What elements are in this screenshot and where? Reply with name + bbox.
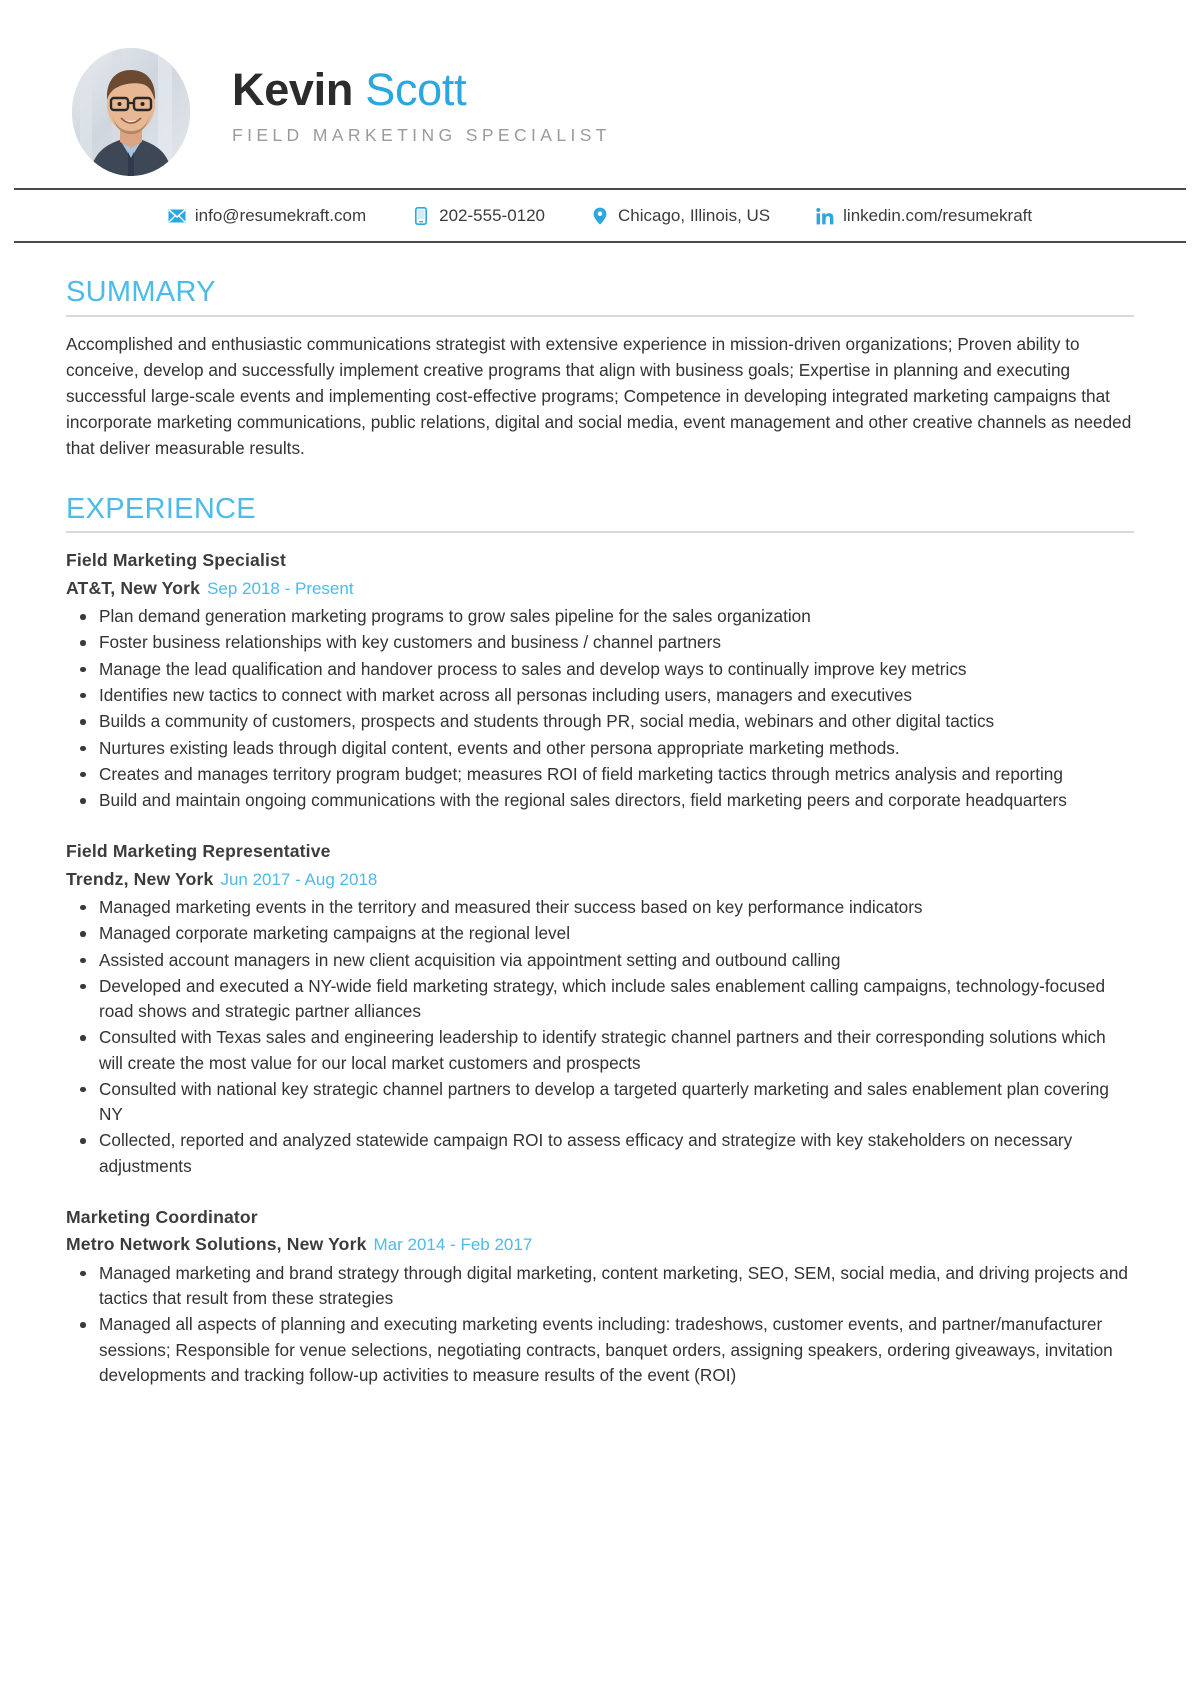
job-company: Metro Network Solutions, New York <box>66 1234 367 1255</box>
experience-job <box>66 838 1134 1179</box>
contact-phone-value: 202-555-0120 <box>439 206 546 225</box>
summary-section-rule <box>66 315 1134 317</box>
job-bullet: Consulted with national key strategic channel partners to develop a targeted quarterly marketing and sales enablement plan covering NY <box>66 1077 1134 1128</box>
job-bullet: Nurtures existing leads through digital content, events and other persona appropriate marketing methods. <box>66 736 1134 761</box>
job-bullet-list <box>66 1261 1134 1388</box>
linkedin-icon <box>816 207 834 225</box>
job-bullet: Managed all aspects of planning and executing marketing events including: tradeshows, customer events, and partner/manufacturer sessions; Responsible for venue selections, negotiating contracts, banquet orders, assigning speakers, ordering giveaways, invitation developments and tracking follow-up activities to measure results of the event (ROI) <box>66 1312 1134 1388</box>
job-spacer <box>66 814 1134 838</box>
job-bullet: Assisted account managers in new client acquisition via appointment setting and outbound calling <box>66 948 1134 973</box>
experience-section-title: EXPERIENCE <box>66 492 256 525</box>
contact-item-linkedin[interactable] <box>816 206 1032 226</box>
experience-job <box>66 1204 1134 1388</box>
contact-email-value: info@resumekraft.com <box>194 206 367 225</box>
job-spacer <box>66 1180 1134 1204</box>
first-name: Kevin <box>232 64 354 116</box>
job-bullet: Builds a community of customers, prospects and students through PR, social media, webinars and other digital tactics <box>66 709 1134 734</box>
resume-content <box>0 243 1200 1430</box>
contact-location-value: Chicago, Illinois, US <box>618 206 771 225</box>
job-meta <box>66 575 1134 602</box>
job-role: Marketing Coordinator <box>66 1207 258 1228</box>
summary-body-text: Accomplished and enthusiastic communications strategist with extensive experience in mission-driven organizations; Proven ability to conceive, develop and successfully implement creative programs that align with business goals; Expertise in planning and executing successful large-scale events and implementing cost-effective programs; Competence in developing integrated marketing campaigns that incorporate marketing communications, public relations, digital and social media, event management and other creative channels as needed that deliver measurable results. <box>66 333 1132 459</box>
job-dates: Jun 2017 - Aug 2018 <box>220 869 378 889</box>
job-bullet: Creates and manages territory program budget; measures ROI of field marketing tactics through metrics analysis and reporting <box>66 762 1134 787</box>
job-bullet: Identifies new tactics to connect with market across all personas including users, managers and executives <box>66 683 1134 708</box>
job-dates: Mar 2014 - Feb 2017 <box>373 1235 533 1255</box>
job-bullet: Collected, reported and analyzed statewide campaign ROI to assess efficacy and strategize with key stakeholders on necessary adjustments <box>66 1128 1134 1179</box>
job-dates: Sep 2018 - Present <box>207 578 354 598</box>
email-icon <box>168 207 186 225</box>
job-bullet: Plan demand generation marketing programs to grow sales pipeline for the sales organization <box>66 604 1134 629</box>
job-bullet: Managed corporate marketing campaigns at the regional level <box>66 921 1134 946</box>
contact-item-email[interactable] <box>168 206 366 226</box>
name-block <box>232 66 611 158</box>
job-bullet-list <box>66 895 1134 1179</box>
job-company: AT&T, New York <box>66 577 201 598</box>
resume-header <box>0 0 1200 188</box>
location-pin-icon <box>591 207 609 225</box>
contact-linkedin-value: linkedin.com/resumekraft <box>843 206 1033 225</box>
contact-item-phone[interactable] <box>412 206 545 226</box>
experience-section-rule <box>66 531 1134 533</box>
section-experience <box>66 494 1134 1388</box>
job-role: Field Marketing Specialist <box>66 550 286 571</box>
contact-bar <box>0 190 1200 241</box>
job-bullet: Manage the lead qualification and handover process to sales and develop ways to continually improve key metrics <box>66 657 1134 682</box>
job-bullet: Managed marketing events in the territory and measured their success based on key performance indicators <box>66 895 1134 920</box>
job-meta <box>66 1231 1134 1258</box>
job-bullet: Foster business relationships with key customers and business / channel partners <box>66 630 1134 655</box>
phone-icon <box>412 207 430 225</box>
contact-item-location[interactable] <box>591 206 770 226</box>
section-summary <box>66 277 1134 462</box>
job-role: Field Marketing Representative <box>66 841 331 862</box>
job-meta <box>66 866 1134 893</box>
experience-job <box>66 547 1134 813</box>
full-name <box>232 66 611 115</box>
job-bullet: Developed and executed a NY-wide field marketing strategy, which include sales enablement calling campaigns, technology-focused road shows and strategic partner alliances <box>66 974 1134 1025</box>
section-gap <box>66 464 1134 494</box>
last-name: Scott <box>365 64 467 116</box>
summary-section-title: SUMMARY <box>66 276 216 308</box>
job-bullet: Managed marketing and brand strategy through digital marketing, content marketing, SEO, SEM, social media, and driving projects and tactics that result from these strategies <box>66 1261 1134 1312</box>
job-company: Trendz, New York <box>66 868 214 889</box>
job-bullet: Build and maintain ongoing communications with the regional sales directors, field marketing peers and corporate headquarters <box>66 788 1134 813</box>
job-bullet: Consulted with Texas sales and engineering leadership to identify strategic channel partners and their corresponding solutions which will create the most value for our local market customers and prospects <box>66 1025 1134 1076</box>
avatar <box>72 48 190 176</box>
job-bullet-list <box>66 604 1134 813</box>
header-job-title: FIELD MARKETING SPECIALIST <box>232 124 611 145</box>
